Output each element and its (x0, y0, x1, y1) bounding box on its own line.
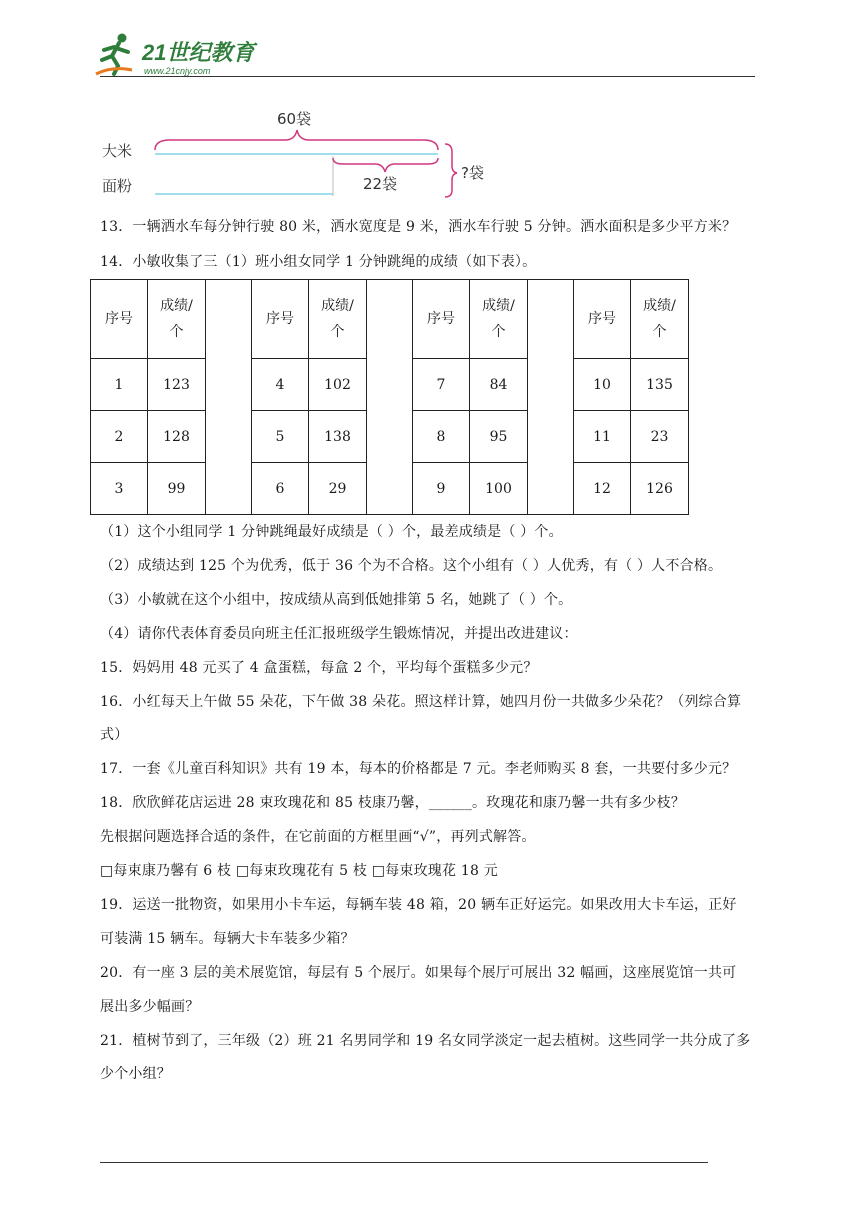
header-number: 序号 (91, 280, 148, 359)
total-brace (445, 144, 457, 197)
header-number: 序号 (252, 280, 309, 359)
question-14-part-1: （1）这个小组同学 1 分钟跳绳最好成绩是（ ）个，最差成绩是（ ）个。 (100, 524, 563, 540)
question-16-line-2: 式） (100, 727, 129, 743)
cell-number: 8 (413, 411, 470, 463)
rice-label: 大米 (102, 142, 133, 160)
top-brace-label: 60袋 (277, 110, 312, 128)
footer-divider (100, 1162, 708, 1163)
cell-number: 7 (413, 359, 470, 411)
cell-number: 12 (574, 463, 631, 515)
cell-score: 138 (309, 411, 367, 463)
cell-score: 23 (631, 411, 689, 463)
header-score-line1: 成绩/ (482, 298, 515, 314)
line-segment-diagram (95, 100, 515, 200)
cell-score: 123 (148, 359, 206, 411)
question-13: 13．一辆洒水车每分钟行驶 80 米，洒水宽度是 9 米，洒水车行驶 5 分钟。洒水面积是多少平方米？ (100, 219, 737, 235)
cell-score: 99 (148, 463, 206, 515)
question-18-line-1: 18．欣欣鲜花店运进 28 束玫瑰花和 85 枝康乃馨，______。玫瑰花和康乃馨一共有多少枝？ (100, 795, 686, 811)
cell-number: 3 (91, 463, 148, 515)
table-header-row (91, 280, 689, 359)
gap-column (206, 280, 252, 515)
logo-text: 21世纪教育 (142, 40, 255, 65)
cell-score: 100 (470, 463, 528, 515)
question-20-line-1: 20．有一座 3 层的美术展览馆，每层有 5 个展厅。如果每个展厅可展出 32 幅画，这座展览馆一共可 (100, 965, 737, 981)
question-15: 15．妈妈用 48 元买了 4 盒蛋糕，每盒 2 个，平均每个蛋糕多少元？ (100, 660, 538, 676)
header-score (148, 280, 206, 359)
header-score (631, 280, 689, 359)
gap-column (528, 280, 574, 515)
total-label: ?袋 (461, 164, 484, 182)
header-number: 序号 (574, 280, 631, 359)
header-score-line2: 个 (330, 324, 345, 340)
question-18-options: □每束康乃馨有 6 枝 □每束玫瑰花有 5 枝 □每束玫瑰花 18 元 (100, 863, 498, 879)
header-score-line1: 成绩/ (321, 298, 354, 314)
question-21-line-2: 少个小组？ (100, 1066, 171, 1082)
header-divider (100, 76, 755, 77)
cell-number: 1 (91, 359, 148, 411)
cell-score: 95 (470, 411, 528, 463)
question-19-line-2: 可装满 15 辆车。每辆大卡车装多少箱？ (100, 931, 355, 947)
cell-number: 9 (413, 463, 470, 515)
header-score-line1: 成绩/ (160, 298, 193, 314)
question-19-line-1: 19．运送一批物资，如果用小卡车运，每辆车装 48 箱，20 辆车正好运完。如果改用大卡车运，正好 (100, 897, 737, 913)
cell-number: 5 (252, 411, 309, 463)
question-14-part-2: （2）成绩达到 125 个为优秀，低于 36 个为不合格。这个小组有（ ）人优秀，有（ ）人不合格。 (100, 558, 723, 574)
cell-score: 128 (148, 411, 206, 463)
header-score-line2: 个 (491, 324, 506, 340)
question-14-part-4: （4）请你代表体育委员向班主任汇报班级学生锻炼情况，并提出改进建议： (100, 626, 578, 642)
question-16-line-1: 16．小红每天上午做 55 朵花，下午做 38 朵花。照这样计算，她四月份一共做多少朵花？（列综合算 (100, 694, 742, 710)
top-brace (155, 130, 438, 150)
cell-number: 2 (91, 411, 148, 463)
question-17: 17．一套《儿童百科知识》共有 19 本，每本的价格都是 7 元。李老师购买 8 套，一共要付多少元？ (100, 761, 737, 777)
header-score-line2: 个 (652, 324, 667, 340)
page-header (0, 0, 860, 90)
question-18-instruction: 先根据问题选择合适的条件，在它前面的方框里画“√”，再列式解答。 (100, 829, 536, 845)
question-20-line-2: 展出多少幅画？ (100, 999, 200, 1015)
cell-number: 4 (252, 359, 309, 411)
flour-label: 面粉 (102, 177, 133, 195)
runner-icon (96, 34, 132, 75)
gap-column (367, 280, 413, 515)
cell-score: 102 (309, 359, 367, 411)
cell-number: 11 (574, 411, 631, 463)
header-score (309, 280, 367, 359)
cell-score: 126 (631, 463, 689, 515)
question-14: 14．小敏收集了三（1）班小组女同学 1 分钟跳绳的成绩（如下表）。 (100, 254, 537, 270)
cell-number: 10 (574, 359, 631, 411)
question-21-line-1: 21．植树节到了，三年级（2）班 21 名男同学和 19 名女同学淡定一起去植树。这些同学一共分成了多 (100, 1033, 751, 1049)
header-score (470, 280, 528, 359)
score-table (90, 279, 689, 515)
cell-score: 84 (470, 359, 528, 411)
header-number: 序号 (413, 280, 470, 359)
header-score-line2: 个 (169, 324, 184, 340)
bottom-brace (333, 158, 438, 172)
bottom-brace-label: 22袋 (363, 175, 398, 193)
header-score-line1: 成绩/ (643, 298, 676, 314)
cell-score: 29 (309, 463, 367, 515)
cell-number: 6 (252, 463, 309, 515)
logo-url: www.21cnjy.com (144, 66, 211, 76)
site-logo (92, 30, 262, 78)
cell-score: 135 (631, 359, 689, 411)
question-14-part-3: （3）小敏就在这个小组中，按成绩从高到低她排第 5 名，她跳了（ ）个。 (100, 592, 573, 608)
